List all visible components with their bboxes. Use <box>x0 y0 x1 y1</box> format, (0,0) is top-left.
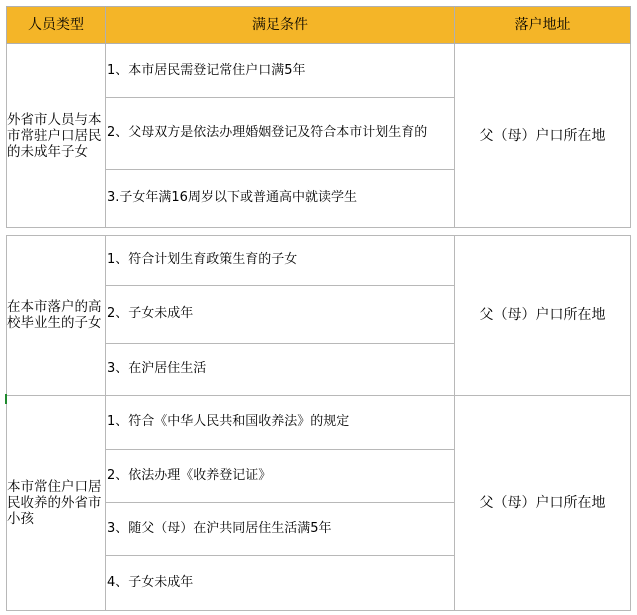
group-3-person-type: 本市常住户口居民收养的外省市小孩 <box>7 479 102 527</box>
grid-line <box>6 44 7 227</box>
header-conditions: 满足条件 <box>105 6 455 44</box>
group-1-condition-2: 2、父母双方是依法办理婚姻登记及符合本市计划生育的 <box>107 125 428 140</box>
grid-line <box>6 610 631 611</box>
header-person-type: 人员类型 <box>6 6 106 44</box>
group-3-address: 父（母）户口所在地 <box>479 495 606 511</box>
grid-line <box>105 44 106 227</box>
grid-line <box>630 44 631 227</box>
group-1-condition-1: 1、本市居民需登记常住户口满5年 <box>107 62 306 78</box>
group-2-person-type: 在本市落户的高校毕业生的子女 <box>7 299 102 331</box>
grid-line <box>105 285 454 286</box>
grid-line <box>6 395 631 396</box>
group-1-address: 父（母）户口所在地 <box>479 127 606 144</box>
grid-line <box>630 235 631 611</box>
grid-line <box>105 343 454 344</box>
group-2-condition-1: 1、符合计划生育政策生育的子女 <box>107 252 298 267</box>
group-2-condition-2: 2、子女未成年 <box>107 306 194 321</box>
cell-cursor-marker <box>5 394 7 404</box>
grid-line <box>6 235 7 611</box>
group-2-condition-3: 3、在沪居住生活 <box>107 361 207 376</box>
group-2-address: 父（母）户口所在地 <box>479 307 606 323</box>
settlement-conditions-table <box>6 6 631 611</box>
grid-line <box>454 44 455 227</box>
group-3-condition-2: 2、依法办理《收养登记证》 <box>107 467 272 483</box>
group-1-person-type: 外省市人员与本市常驻户口居民的未成年子女 <box>7 111 102 160</box>
group-3-condition-1: 1、符合《中华人民共和国收养法》的规定 <box>107 414 350 429</box>
grid-line <box>105 97 454 98</box>
grid-line <box>454 235 455 611</box>
grid-line <box>105 502 454 503</box>
grid-line <box>105 555 454 556</box>
section-gap <box>6 228 631 235</box>
grid-line <box>6 235 631 236</box>
group-3-condition-3: 3、随父（母）在沪共同居住生活满5年 <box>107 520 332 536</box>
grid-line <box>105 169 454 170</box>
grid-line <box>105 449 454 450</box>
header-address: 落户地址 <box>454 6 631 44</box>
group-3-condition-4: 4、子女未成年 <box>107 575 194 590</box>
group-1-condition-3: 3.子女年满16周岁以下或普通高中就读学生 <box>107 190 357 205</box>
